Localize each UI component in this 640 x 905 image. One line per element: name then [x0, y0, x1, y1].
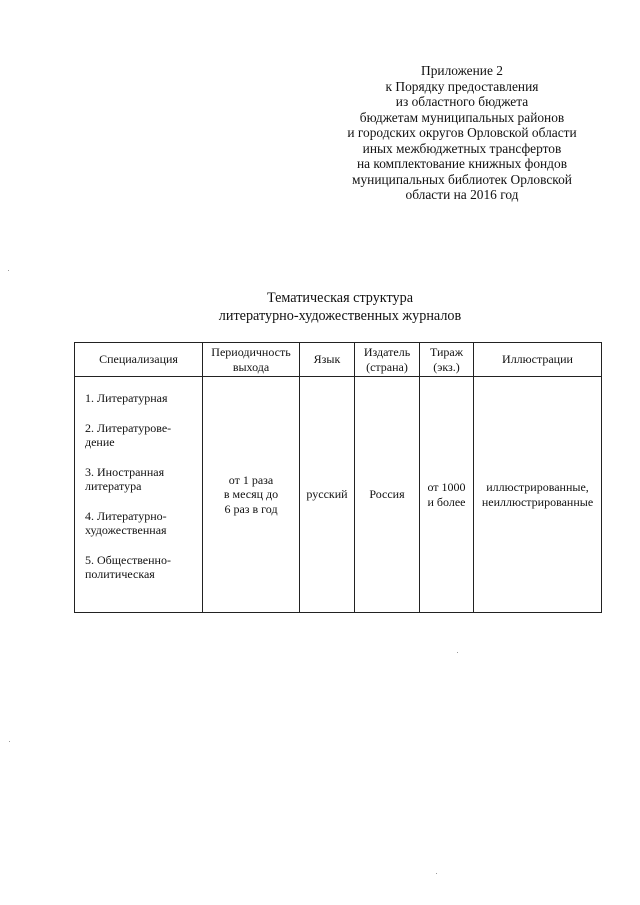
scan-speck — [8, 270, 9, 271]
scan-speck — [436, 873, 437, 874]
cell-periodicity: от 1 раза в месяц до 6 раз в год — [203, 377, 300, 613]
appendix-line: на комплектование книжных фондов — [356, 156, 568, 171]
scan-speck — [457, 652, 458, 653]
list-item: 2. Литературове- дение — [85, 420, 172, 449]
header-periodicity: Периодичность выхода — [203, 343, 300, 377]
journals-structure-table — [74, 342, 602, 613]
cell-illustrations: иллюстрированные, неиллюстрированные — [474, 377, 602, 613]
cell-specializations — [75, 377, 203, 613]
title-line: литературно-художественных журналов — [218, 307, 462, 324]
document-title — [120, 290, 560, 325]
header-language: Язык — [300, 343, 355, 377]
appendix-line: иных межбюджетных трансфертов — [362, 140, 562, 156]
header-circulation: Тираж (экз.) — [420, 343, 474, 377]
list-item: 5. Общественно- политическая — [85, 552, 171, 581]
title-line: Тематическая структура — [266, 290, 414, 306]
list-item: 4. Литературно- художественная — [85, 508, 167, 537]
cell-language: русский — [300, 377, 355, 613]
header-illustrations: Иллюстрации — [474, 343, 602, 377]
appendix-line: и городских округов Орловской области — [347, 125, 577, 140]
scan-speck — [9, 741, 10, 742]
appendix-line: муниципальных библиотек Орловской — [352, 171, 572, 187]
header-specialization: Специализация — [75, 343, 203, 377]
list-item: 1. Литературная — [85, 391, 168, 405]
appendix-header — [320, 63, 604, 203]
cell-circulation: от 1000 и более — [420, 377, 474, 613]
list-item: 3. Иностранная литература — [85, 464, 165, 493]
table-header-row — [75, 343, 602, 377]
appendix-line: бюджетам муниципальных районов — [359, 109, 565, 125]
appendix-line: к Порядку предоставления — [385, 78, 539, 94]
table-row — [75, 377, 602, 613]
appendix-line: Приложение 2 — [421, 63, 503, 78]
header-publisher: Издатель (страна) — [355, 343, 420, 377]
cell-publisher: Россия — [355, 377, 420, 613]
appendix-line: области на 2016 год — [405, 187, 519, 202]
appendix-line: из областного бюджета — [395, 94, 529, 109]
